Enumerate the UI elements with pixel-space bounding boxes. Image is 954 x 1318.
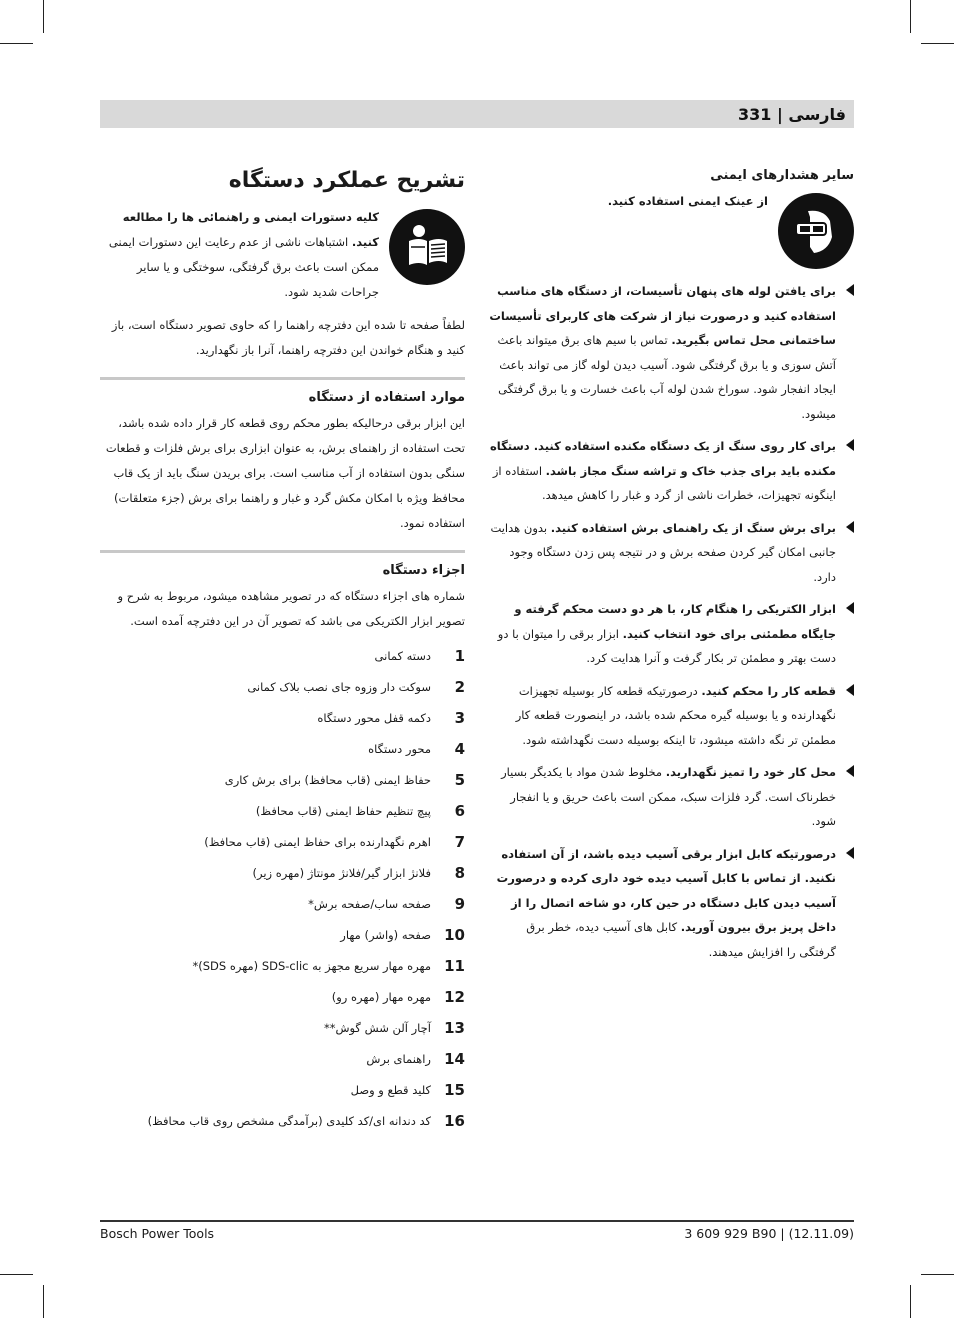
divider — [100, 550, 465, 553]
parts-intro: شماره های اجزاء دستگاه که در تصویر مشاهده میشود، مربوط به شرح و تصویر ابزار الکتریکی می باشد که تصویر آن در این دفترچه آمده است. — [117, 589, 465, 628]
bullet-text: بدون هدایت جانبی امکان گیر کردن صفحه برش و در نتیجه پس زدن دستگاه وجود دارد. — [490, 520, 836, 584]
bullet-bold: قطعه کار را محکم کنید. — [701, 683, 836, 698]
list-item — [100, 1105, 465, 1136]
part-label: آچار آلن شش گوش** — [323, 1020, 431, 1035]
bullet-bold: محل کار خود را تمیز نگهدارید. — [665, 765, 836, 779]
part-number: 7 — [454, 832, 465, 851]
divider — [100, 377, 465, 380]
list-item — [100, 826, 465, 857]
usage-heading: موارد استفاده از دستگاه — [308, 390, 465, 405]
footer-brand: Bosch Power Tools — [100, 1226, 215, 1241]
bullet-triangle-icon — [846, 847, 854, 859]
bullet-bold: برای یافتن لوله های پنهان تأسیسات، از دستگاه های مناسب استفاده کنید و درصورت نیاز از شرکت های کاربرای تأسیسات ساختمانی محل تماس بگیرید. — [489, 284, 836, 347]
eye-protection-text: از عینک ایمنی استفاده کنید. — [607, 194, 768, 208]
list-item — [489, 597, 854, 671]
part-label: سوکت دار وزوه جای نصب بلاک کمانی — [247, 679, 431, 694]
crop-mark — [43, 0, 44, 33]
crop-mark — [0, 43, 33, 44]
list-item — [100, 764, 465, 795]
intro-bold-word: کنید. — [351, 235, 379, 249]
crop-mark — [910, 0, 911, 33]
list-item — [489, 679, 854, 753]
safety-goggles-icon — [778, 193, 854, 269]
part-label: حفاظ ایمنی (قاب محافظ) برای برش کاری — [224, 772, 431, 787]
part-number: 5 — [454, 770, 465, 789]
safety-heading: سایر هشدارهای ایمنی — [710, 168, 854, 183]
crop-mark — [910, 1285, 911, 1318]
part-label: کد دندانه ای/کد کلیدی (برآمدگی مشخص روی قاب محافظ) — [147, 1113, 431, 1128]
intro-text: اشتباهات ناشی از عدم رعایت این دستورات ایمنی ممکن است باعث برق گرفتگی، سوختگی و یا سایر جراحات شدید شود. — [108, 235, 379, 299]
part-number: 15 — [444, 1080, 465, 1099]
right-column — [489, 160, 854, 972]
part-number: 1 — [454, 646, 465, 665]
bullet-text: استفاده از اینگونه تجهیزات، خطرات ناشی از گرد و غبار را کاهش میدهد. — [492, 463, 836, 502]
part-label: اهرم نگهدارنده برای حفاظ ایمنی (قاب محافظ) — [204, 834, 431, 849]
left-column — [100, 160, 465, 1136]
parts-list — [100, 640, 465, 1136]
bullet-triangle-icon — [846, 765, 854, 777]
bullet-triangle-icon — [846, 521, 854, 533]
part-label: دسته کمانی — [374, 648, 431, 663]
part-number: 6 — [454, 801, 465, 820]
list-item — [489, 760, 854, 834]
safety-bullets — [489, 279, 854, 964]
parts-heading: اجزاء دستگاه — [382, 563, 465, 578]
part-number: 16 — [444, 1111, 465, 1130]
list-item — [489, 279, 854, 426]
read-manual-icon — [389, 209, 465, 285]
list-item — [100, 733, 465, 764]
list-item — [100, 857, 465, 888]
part-label: مهره مهار (مهره رو) — [331, 989, 431, 1004]
page-title: فارسی | 331 — [737, 104, 846, 124]
bullet-triangle-icon — [846, 284, 854, 296]
list-item — [100, 640, 465, 671]
part-label: فلانژ ابزار گیر/فلانژ مونتاژ (مهره زیر) — [252, 865, 431, 880]
list-item — [100, 950, 465, 981]
safety-intro — [100, 205, 379, 305]
list-item — [100, 795, 465, 826]
part-number: 10 — [444, 925, 465, 944]
part-number: 4 — [454, 739, 465, 758]
part-number: 14 — [444, 1049, 465, 1068]
section-title: تشریح عملکرد دستگاه — [228, 168, 465, 193]
part-label: پیچ تنظیم حفاظ ایمنی (قاب محافظ) — [255, 803, 431, 818]
part-label: محور دستگاه — [368, 741, 431, 756]
part-label: صفحه ساب/صفحه برش* — [308, 896, 431, 911]
list-item — [489, 842, 854, 965]
list-item — [489, 434, 854, 508]
read-manual-block — [100, 205, 465, 305]
crop-mark — [921, 1274, 954, 1275]
bullet-text: ابزار برقی را میتوان با دو دست بهتر و مطمئن تر بکار گرفت و آنرا هدایت کرد. — [497, 626, 836, 665]
bullet-bold: درصورتیکه کابل ابزار برقی آسیب دیده باشد، از آن استفاده نکنید. از تماس با کابل آسیب دیده خود داری کرده و درصورت آسیب دیدن کابل دستگاه در حین کار، دو شاخه اتصال را از داخل پریز برق بیرون آورید. — [496, 846, 836, 934]
list-item — [489, 516, 854, 590]
eye-protection-block — [489, 189, 854, 269]
bullet-text: مخلوط شدن مواد با یکدیگر بسیار خطرناک است. گرد فلزات سبک، ممکن است باعث حریق و یا انفجار شود. — [501, 765, 836, 828]
part-number: 11 — [444, 956, 465, 975]
bullet-bold: برای کار روی سنگ از یک دستگاه مکنده استفاده کنید. دستگاه مکنده باید برای جذب خاک و تراشه سنگ مجاز باشد. — [489, 439, 836, 478]
part-number: 9 — [454, 894, 465, 913]
bullet-bold: ابزار الکتریکی را هنگام کار، با هر دو دست محکم گرفته و جایگاه مطمئنی برای خود انتخاب کنید. — [514, 602, 836, 641]
part-number: 13 — [444, 1018, 465, 1037]
list-item — [100, 1043, 465, 1074]
bullet-text: کابل های آسیب دیده، خطر برق گرفتگی را افزایش میدهند. — [526, 920, 836, 959]
part-label: دکمه قفل محور دستگاه — [317, 710, 431, 725]
bullet-triangle-icon — [846, 684, 854, 696]
list-item — [100, 671, 465, 702]
footer-doc-number: 3 609 929 B90 | (12.11.09) — [684, 1226, 854, 1241]
bullet-triangle-icon — [846, 602, 854, 614]
crop-mark — [921, 43, 954, 44]
part-number: 8 — [454, 863, 465, 882]
part-label: مهره مهار سریع مجهز به SDS-clic (مهره SDS)* — [192, 958, 431, 973]
bullet-text: درصورتیکه قطعه کار بوسیله تجهیزات نگهدارنده و یا بوسیله گیره محکم شده باشد، در اینصورت قطعه کار مطمئن تر نگه داشته میشود، تا اینکه بوسیله دست نگهداشته شود. — [515, 683, 836, 747]
list-item — [100, 888, 465, 919]
manual-note: لطفاً صفحه تا شده این دفترچه راهنما را که حاوی تصویر دستگاه است، باز کنید و هنگام خواندن این دفترچه راهنما، آنرا باز نگهدارید. — [111, 318, 465, 357]
usage-text: این ابزار برقی درحالیکه بطور محکم روی قطعه کار قرار داده شده باشد، تحت استفاده از راهنمای برش، به عنوان ابزاری برای برش فلزات و قطعات سنگی بدون استفاده از آب مناسب است. برای بریدن سنگ باید از یک قاب محافظ ویژه با امکان مکش گرد و غبار و راهنما برای برش (جزء متعلقات) استفاده نمود. — [105, 416, 465, 530]
part-number: 12 — [444, 987, 465, 1006]
part-label: کلید قطع و وصل — [350, 1082, 431, 1097]
footer-divider — [100, 1220, 854, 1222]
list-item — [100, 1012, 465, 1043]
crop-mark — [43, 1285, 44, 1318]
bullet-triangle-icon — [846, 439, 854, 451]
crop-mark — [0, 1274, 33, 1275]
list-item — [100, 981, 465, 1012]
list-item — [100, 1074, 465, 1105]
bullet-text: تماس با سیم های برق میتواند باعث آتش سوزی و یا برق گرفتگی شود. آسیب دیدن لوله گاز می تواند باعث ایجاد انفجار شود. سوراخ شدن لوله آب باعث خسارت و یا برق گرفتگی میشود. — [497, 333, 836, 421]
part-label: راهنمای برش — [366, 1051, 431, 1066]
intro-bold-lead: کلیه دستورات ایمنی و راهنمائی ها را مطالعه — [122, 210, 379, 224]
list-item — [100, 919, 465, 950]
page-header — [100, 100, 854, 128]
part-number: 3 — [454, 708, 465, 727]
part-label: صفحه (واشر) مهار — [340, 927, 431, 942]
part-number: 2 — [454, 677, 465, 696]
bullet-bold: برای برش سنگ از یک راهنمای برش استفاده کنید. — [550, 520, 836, 535]
list-item — [100, 702, 465, 733]
